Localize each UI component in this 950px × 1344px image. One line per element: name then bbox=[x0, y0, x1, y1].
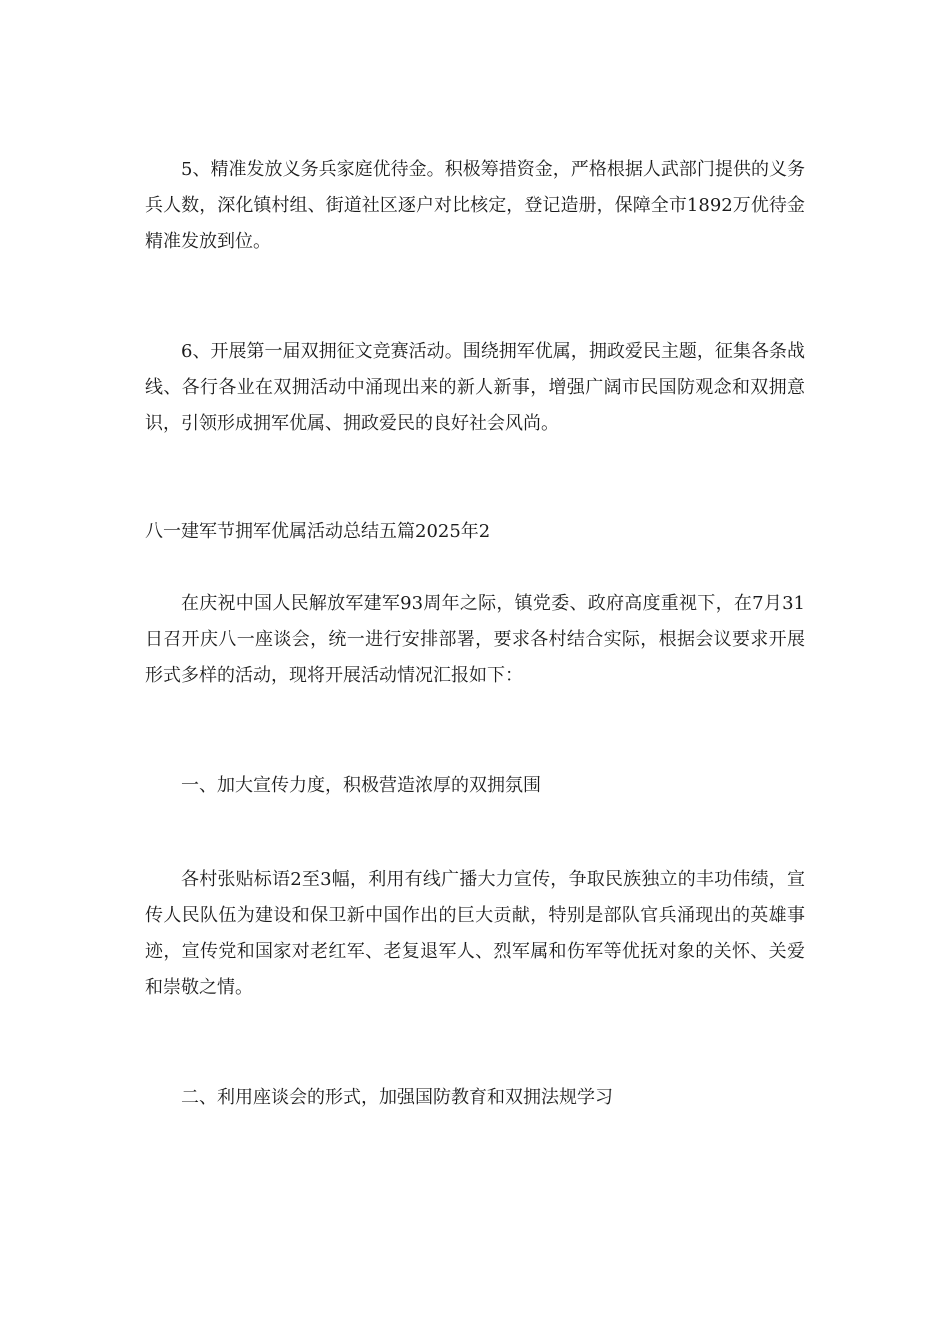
section-heading-2: 二、利用座谈会的形式，加强国防教育和双拥法规学习 bbox=[181, 1087, 613, 1108]
section-1-body: 各村张贴标语2至3幅，利用有线广播大力宣传，争取民族独立的丰功伟绩，宣传人民队伍为建设和保卫新中国作出的巨大贡献，特别是部队官兵涌现出的英雄事迹，宣传党和国家对老红军、老复退军人、烈军属和伤军等优抚对象的关怀、关爱和崇敬之情。 bbox=[145, 869, 805, 998]
section-title: 八一建军节拥军优属活动总结五篇2025年2 bbox=[145, 521, 491, 542]
intro-paragraph: 在庆祝中国人民解放军建军93周年之际，镇党委、政府高度重视下，在7月31日召开庆八一座谈会，统一进行安排部署，要求各村结合实际，根据会议要求开展形式多样的活动，现将开展活动情况汇报如下： bbox=[145, 593, 805, 686]
section-heading-1: 一、加大宣传力度，积极营造浓厚的双拥氛围 bbox=[181, 775, 541, 796]
paragraph-item-5: 5、精准发放义务兵家庭优待金。积极筹措资金，严格根据人武部门提供的义务兵人数，深化镇村组、街道社区逐户对比核定，登记造册，保障全市1892万优待金精准发放到位。 bbox=[145, 159, 805, 252]
paragraph-item-6: 6、开展第一届双拥征文竞赛活动。围绕拥军优属，拥政爱民主题，征集各条战线、各行各业在双拥活动中涌现出来的新人新事，增强广阔市民国防观念和双拥意识，引领形成拥军优属、拥政爱民的良好社会风尚。 bbox=[145, 341, 805, 434]
